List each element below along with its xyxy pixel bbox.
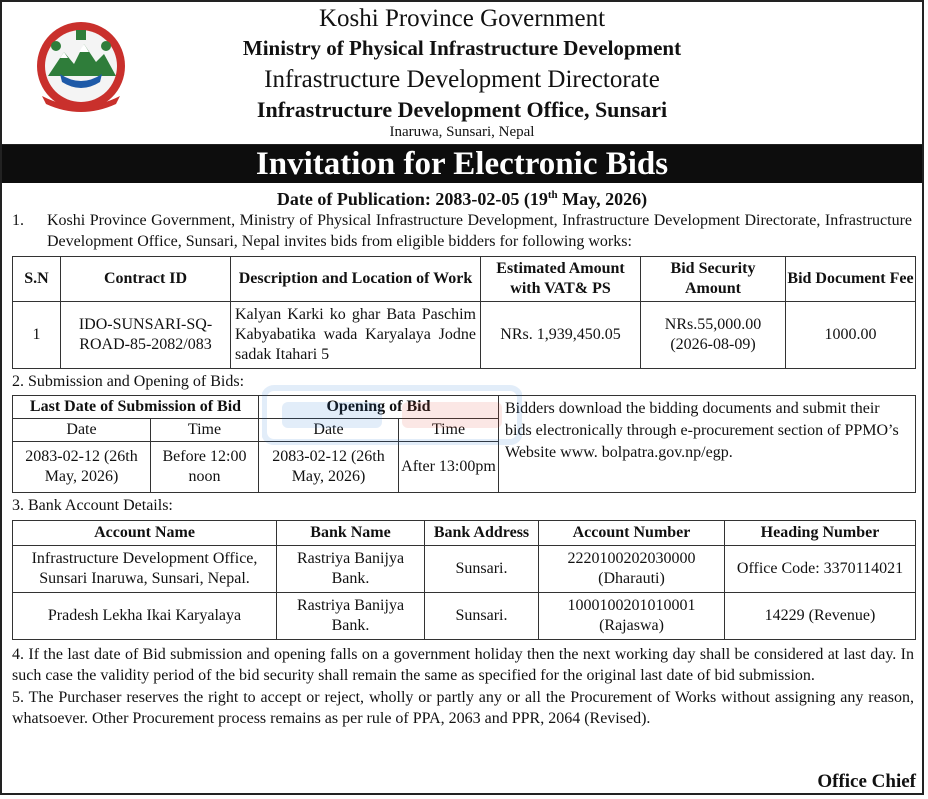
last-date-header: Last Date of Submission of Bid xyxy=(13,396,259,419)
cell-bank-address: Sunsari. xyxy=(425,546,539,593)
bank-table-header xyxy=(13,521,916,546)
col-bank-address: Bank Address xyxy=(425,521,539,546)
paragraph-5: 5. The Purchaser reserves the right to accept or reject, wholly or partly any or all the Procurement of Works without assigning any reason, whatsoever. Other Procurement process remains as per rule of PPA, 2063 and PPR, 2064 (Revised). xyxy=(12,689,914,727)
col-bank-name: Bank Name xyxy=(277,521,425,546)
cell-account-number: 2220100202030000 (Dharauti) xyxy=(539,546,725,593)
submission-date: 2083-02-12 (26th May, 2026) xyxy=(13,442,151,493)
security-date: (2026-08-09) xyxy=(670,336,756,353)
cell-account-name: Pradesh Lekha Ikai Karyalaya xyxy=(13,593,277,640)
submission-time: Before 12:00 noon xyxy=(151,442,259,493)
col-description: Description and Location of Work xyxy=(231,257,481,302)
publication-date-suffix: May, 2026) xyxy=(557,189,648,209)
paragraph-1-text: Koshi Province Government, Ministry of Physical Infrastructure Development, Infrastructure Development Directorate, Infrastructure Development Office, Sunsari, Nepal invites bids from eligible bidders for following works: xyxy=(47,212,912,250)
works-table xyxy=(12,256,916,369)
opening-header: Opening of Bid xyxy=(259,396,499,419)
submission-table xyxy=(12,395,916,493)
submission-date-label: Date xyxy=(13,419,151,442)
notice-title: Invitation for Electronic Bids xyxy=(2,145,922,183)
security-amount: NRs.55,000.00 xyxy=(664,316,762,333)
cell-account-number: 1000100201010001 (Rajaswa) xyxy=(539,593,725,640)
cell-bank-name: Rastriya Banijya Bank. xyxy=(277,593,425,640)
publication-date-sup: th xyxy=(547,189,558,201)
signature-office-chief: Office Chief xyxy=(817,771,916,792)
cell-fee: 1000.00 xyxy=(786,302,916,369)
cell-bank-address: Sunsari. xyxy=(425,593,539,640)
opening-time: After 13:00pm xyxy=(399,442,499,493)
bank-table xyxy=(12,520,916,640)
ministry-name: Ministry of Physical Infrastructure Development xyxy=(242,36,682,60)
paragraph-4: 4. If the last date of Bid submission and opening falls on a government holiday then the next working day shall be considered at last day. In such case the validity period of the bid security shall remain the same as specified for the original last date of bid submission. xyxy=(12,646,914,684)
publication-date-prefix: Date of Publication: 2083-02-05 (19 xyxy=(276,189,548,209)
cell-contract-id: IDO-SUNSARI-SQ-ROAD-85-2082/083 xyxy=(61,302,231,369)
paragraph-1 xyxy=(2,210,922,252)
col-account-name: Account Name xyxy=(13,521,277,546)
table-row xyxy=(13,546,916,593)
opening-date: 2083-02-12 (26th May, 2026) xyxy=(259,442,399,493)
col-security: Bid Security Amount xyxy=(641,257,786,302)
cell-description: Kalyan Karki ko ghar Bata Paschim Kabyabatika wada Karyalaya Jodne sadak Itahari 5 xyxy=(231,302,481,369)
cell-heading-number: 14229 (Revenue) xyxy=(725,593,916,640)
office-name: Infrastructure Development Office, Sunsari xyxy=(256,97,668,122)
notice-header xyxy=(2,2,922,145)
col-heading-number: Heading Number xyxy=(725,521,916,546)
section-2-label: 2. Submission and Opening of Bids: xyxy=(12,373,245,390)
opening-date-label: Date xyxy=(259,419,399,442)
cell-security xyxy=(641,302,786,369)
cell-sn: 1 xyxy=(13,302,61,369)
col-fee: Bid Document Fee xyxy=(786,257,916,302)
col-estimate: Estimated Amount with VAT& PS xyxy=(481,257,641,302)
table-row xyxy=(13,302,916,369)
works-table-header xyxy=(13,257,916,302)
e-procurement-note: Bidders download the bidding documents and submit their bids electronically through e-procurement section of PPMO’s Website www. bolpatra.gov.np/egp. xyxy=(499,396,916,493)
cell-estimate: NRs. 1,939,450.05 xyxy=(481,302,641,369)
cell-account-name: Infrastructure Development Office, Sunsari Inaruwa, Sunsari, Nepal. xyxy=(13,546,277,593)
submission-time-label: Time xyxy=(151,419,259,442)
section-3-label: 3. Bank Account Details: xyxy=(12,497,173,514)
opening-time-label: Time xyxy=(399,419,499,442)
directorate-name: Infrastructure Development Directorate xyxy=(264,66,660,93)
submission-header-row xyxy=(13,396,916,419)
province-name: Koshi Province Government xyxy=(318,5,606,32)
paragraph-1-number: 1. xyxy=(12,212,24,229)
col-contract-id: Contract ID xyxy=(61,257,231,302)
office-address: Inaruwa, Sunsari, Nepal xyxy=(389,124,535,140)
table-row xyxy=(13,593,916,640)
publication-date xyxy=(2,184,922,210)
cell-bank-name: Rastriya Banijya Bank. xyxy=(277,546,425,593)
col-sn: S.N xyxy=(13,257,61,302)
col-account-number: Account Number xyxy=(539,521,725,546)
cell-heading-number: Office Code: 3370114021 xyxy=(725,546,916,593)
